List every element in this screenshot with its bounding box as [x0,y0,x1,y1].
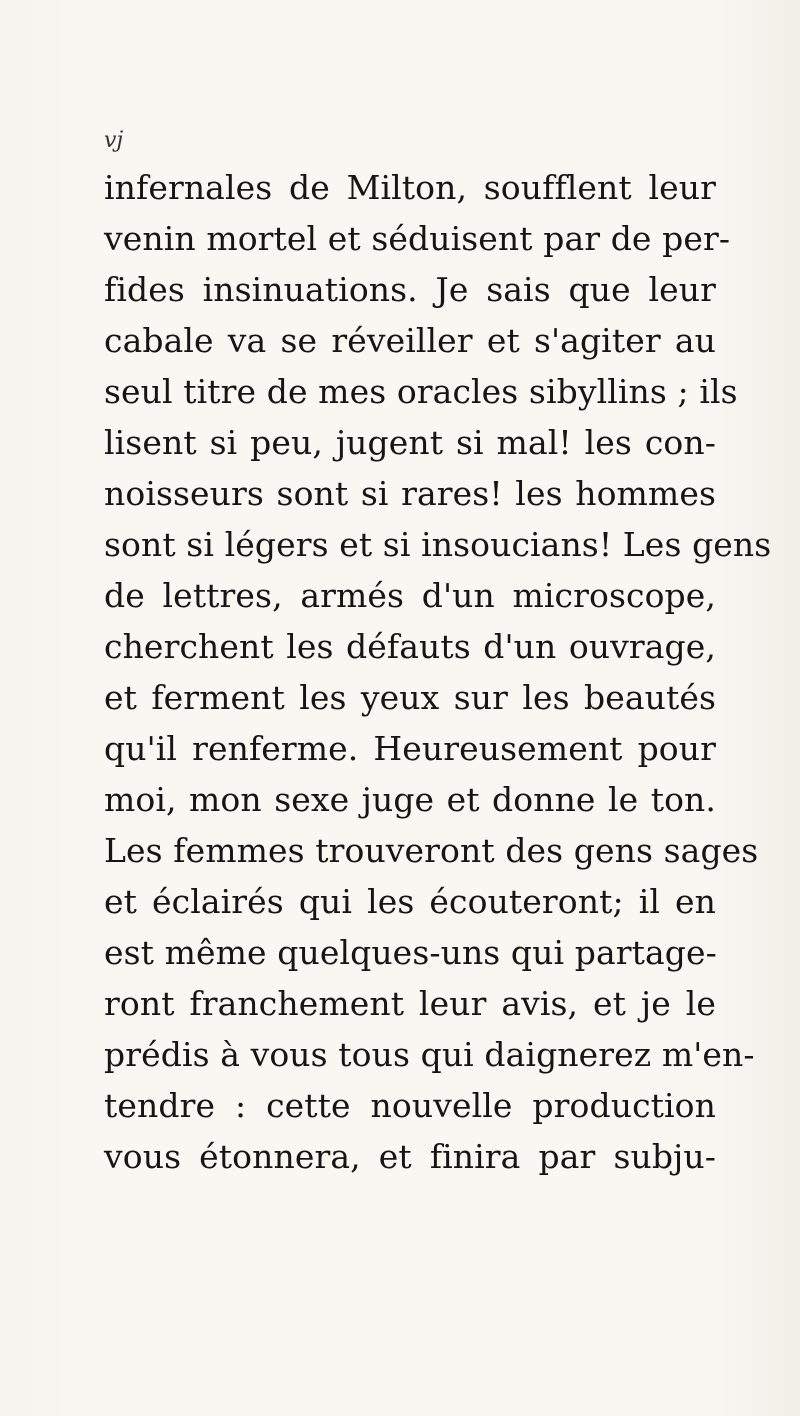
text-line-20: vous étonnera, et finira par subju- [104,1137,716,1176]
text-line-6: lisent si peu, jugent si mal! les con- [104,423,716,462]
text-line-12: qu'il renferme. Heureusement pour [104,729,716,768]
text-line-16: est même quelques-uns qui partage- [104,933,717,972]
text-line-15: et éclairés qui les écouteront; il en [104,882,716,921]
text-line-14: Les femmes trouveront des gens sages [104,831,759,870]
text-line-11: et ferment les yeux sur les beautés [104,678,716,717]
text-line-1: infernales de Milton, soufflent leur [104,168,716,207]
text-line-2: venin mortel et séduisent par de per- [104,219,731,258]
text-line-19: tendre : cette nouvelle production [104,1086,716,1125]
text-line-18: prédis à vous tous qui daignerez m'en- [104,1035,755,1074]
text-line-5: seul titre de mes oracles sibyllins ; ils [104,372,738,411]
text-line-8: sont si légers et si insoucians! Les gens [104,525,772,564]
text-line-10: cherchent les défauts d'un ouvrage, [104,627,716,666]
text-line-13: moi, mon sexe juge et donne le ton. [104,780,716,819]
text-line-4: cabale va se réveiller et s'agiter au [104,321,716,360]
text-line-17: ront franchement leur avis, et je le [104,984,716,1023]
text-line-9: de lettres, armés d'un microscope, [104,576,716,615]
text-line-7: noisseurs sont si rares! les hommes [104,474,716,513]
body-text [104,162,772,1182]
text-line-3: fides insinuations. Je sais que leur [104,270,716,309]
page-number: vj [104,128,124,153]
